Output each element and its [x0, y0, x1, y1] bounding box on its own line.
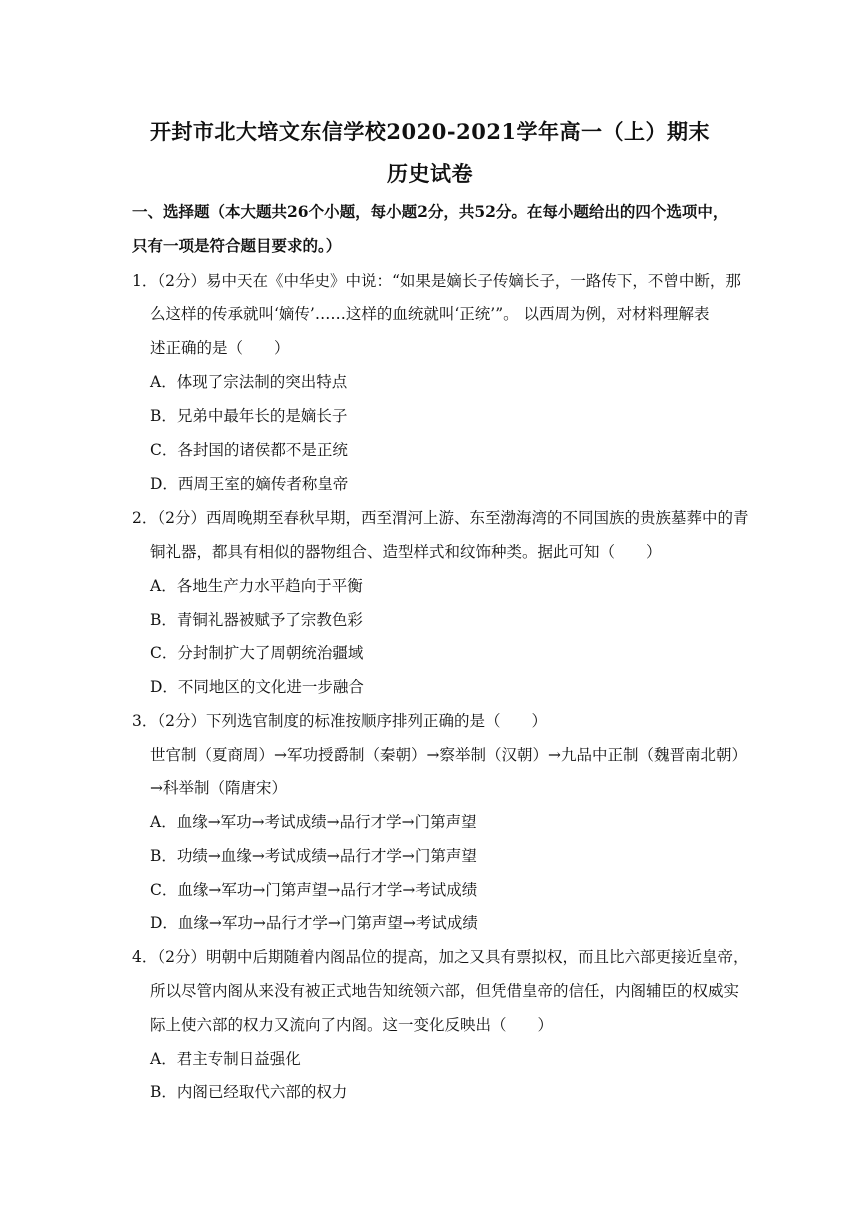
question-stem: 世官制（夏商周）→军功授爵制（秦朝）→察举制（汉朝）→九品中正制（魏晋南北朝） [150, 746, 747, 764]
question-stem: 铜礼器，都具有相似的器物组合、造型样式和纹饰种类。据此可知（ ） [150, 543, 662, 561]
option-d: D．西周王室的嫡传者称皇帝 [150, 475, 349, 493]
option-a: A．各地生产力水平趋向于平衡 [150, 577, 363, 595]
question-stem: 3．（2分）下列选官制度的标准按顺序排列正确的是（ ） [132, 712, 547, 730]
option-a: A．体现了宗法制的突出特点 [150, 373, 348, 391]
question-stem: 么这样的传承就叫‘嫡传’……这样的血统就叫‘正统’”。 以西周为例，对材料理解表 [150, 305, 710, 323]
option-c: C．各封国的诸侯都不是正统 [150, 441, 348, 459]
question-stem: 4．（2分）明朝中后期随着内阁品位的提高，加之又具有票拟权，而且比六部更接近皇帝， [132, 948, 749, 966]
question-stem: 1．（2分）易中天在《中华史》中说：“如果是嫡长子传嫡长子，一路传下，不曾中断，那 [132, 272, 741, 290]
question-stem: 际上使六部的权力又流向了内阁。这一变化反映出（ ） [150, 1016, 554, 1034]
option-b: B．兄弟中最年长的是嫡长子 [150, 407, 348, 425]
option-b: B．功绩→血缘→考试成绩→品行才学→门第声望 [150, 847, 477, 865]
exam-title: 开封市北大培文东信学校2020-2021学年高一（上）期末 [149, 119, 711, 144]
question-stem: 所以尽管内阁从来没有被正式地告知统领六部，但凭借皇帝的信任，内阁辅臣的权威实 [150, 982, 740, 1000]
option-b: B．青铜礼器被赋予了宗教色彩 [150, 611, 363, 629]
section-heading: 一、选择题（本大题共26个小题，每小题2分，共52分。在每小题给出的四个选项中， [132, 202, 729, 221]
option-d: D．血缘→军功→品行才学→门第声望→考试成绩 [150, 914, 478, 932]
section-heading-cont: 只有一项是符合题目要求的。） [132, 236, 342, 255]
question-stem: 述正确的是（ ） [150, 339, 290, 357]
option-b: B．内阁已经取代六部的权力 [150, 1083, 348, 1101]
question-stem: 2．（2分）西周晚期至春秋早期，西至渭河上游、东至渤海湾的不同国族的贵族墓葬中的青 [132, 509, 749, 527]
exam-subtitle: 历史试卷 [387, 161, 473, 186]
option-c: C．血缘→军功→门第声望→品行才学→考试成绩 [150, 881, 478, 899]
question-stem: →科举制（隋唐宋） [150, 779, 287, 797]
option-a: A．血缘→军功→考试成绩→品行才学→门第声望 [150, 813, 477, 831]
option-c: C．分封制扩大了周朝统治疆域 [150, 644, 364, 662]
option-a: A．君主专制日益强化 [150, 1050, 301, 1068]
option-d: D．不同地区的文化进一步融合 [150, 678, 364, 696]
